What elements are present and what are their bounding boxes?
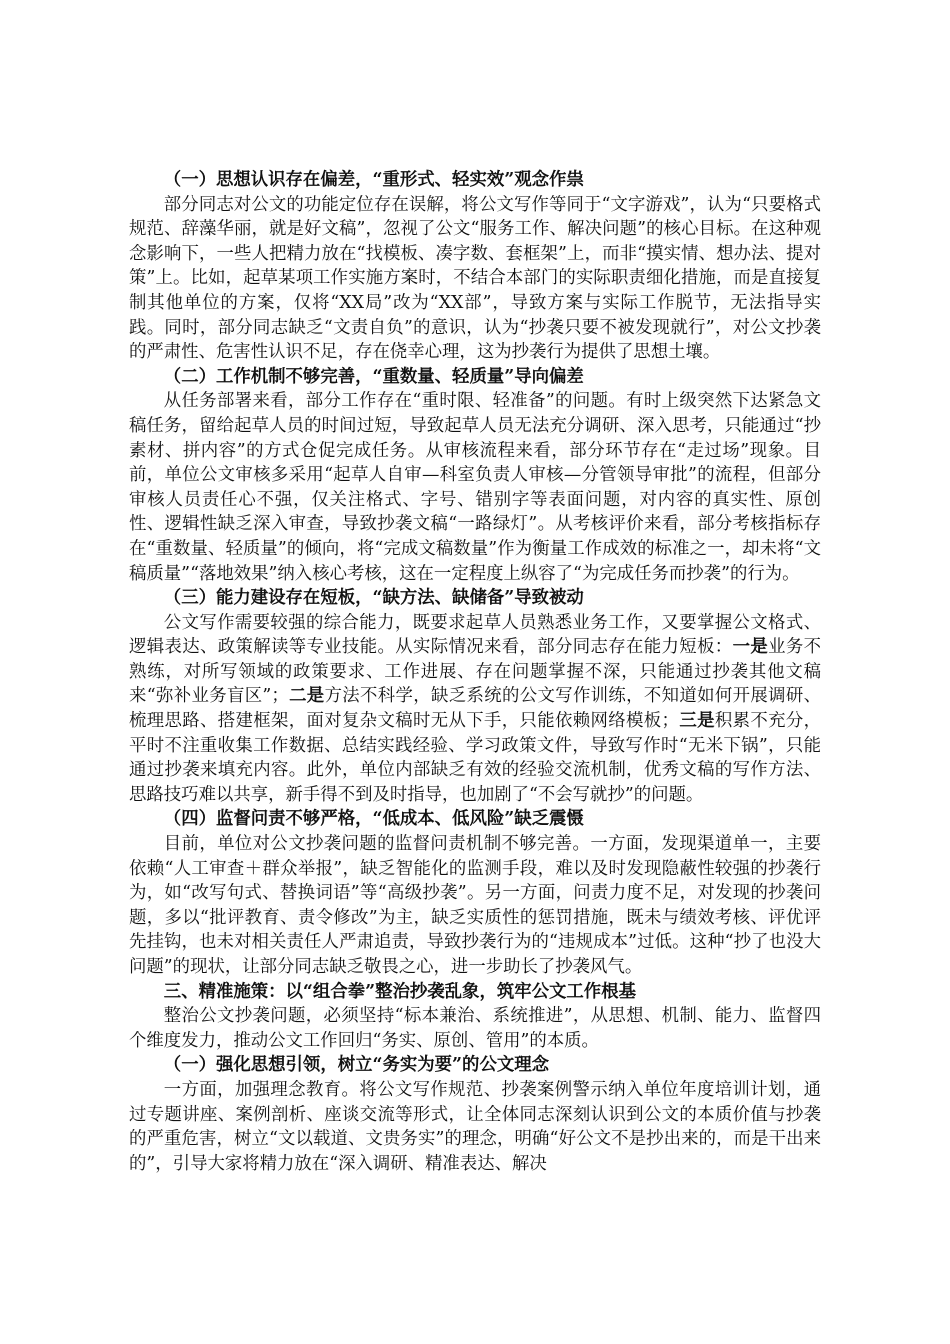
paragraph-3-point-2: 方法不科学，缺乏系统的公文写作训练，不知道如何开展调研、梳理思路、搭建框架，面对复杂文稿时无从下手，只能依赖网络模板； (129, 686, 821, 732)
paragraph-6: 一方面，加强理念教育。将公文写作规范、抄袭案例警示纳入单位年度培训计划，通过专题讲座、案例剖析、座谈交流等形式，让全体同志深刻认识到公文的本质价值与抄袭的严重危害，树立“文以载道、文贵务实”的理念，明确“好公文不是抄出来的，而是干出来的”，引导大家将精力放在“深入调研、精准表达、解决 (129, 1079, 821, 1174)
paragraph-2: 从任务部署来看，部分工作存在“重时限、轻准备”的问题。有时上级突然下达紧急文稿任务，留给起草人员的时间过短，导致起草人员无法充分调研、深入思考，只能通过“抄素材、拼内容”的方式仓促完成任务。从审核流程来看，部分环节存在“走过场”现象。目前，单位公文审核多采用“起草人自审—科室负责人审核—分管领导审批”的流程，但部分审核人员责任心不强，仅关注格式、字号、错别字等表面问题，对内容的真实性、原创性、逻辑性缺乏深入审查，导致抄袭文稿“一路绿灯”。从考核评价来看，部分考核指标存在“重数量、轻质量”的倾向，将“完成文稿数量”作为衡量工作成效的标准之一，却未将“文稿质量”“落地效果”纳入核心考核，这在一定程度上纵容了“为完成任务而抄袭”的行为。 (129, 391, 821, 584)
section-heading-1: （一）思想认识存在偏差，“重形式、轻实效”观念作祟 (163, 170, 584, 190)
paragraph-3-point-1: 业务不熟练，对所写领域的政策要求、工作进展、存在问题掌握不深，只能通过抄袭其他文稿来“弥补业务盲区”； (129, 637, 821, 707)
document-body (129, 168, 821, 1176)
paragraph-3-intro: 公文写作需要较强的综合能力，既要求起草人员熟悉业务工作，又要掌握公文格式、逻辑表达、政策解读等专业技能。从实际情况来看，部分同志存在能力短板： (129, 612, 821, 658)
paragraph-3-point-3: 积累不充分，平时不注重收集工作数据、总结实践经验、学习政策文件，导致写作时“无米下锅”，只能通过抄袭来填充内容。此外，单位内部缺乏有效的经验交流机制，优秀文稿的写作方法、思路技巧难以共享，新手得不到及时指导，也加剧了“不会写就抄”的问题。 (129, 711, 821, 805)
section-heading-4: （四）监督问责不够严格，“低成本、低风险”缺乏震慑 (163, 809, 584, 830)
point-marker-2: 二是 (288, 686, 325, 707)
point-marker-3: 三是 (678, 711, 715, 732)
paragraph-4: 目前，单位对公文抄袭问题的监督问责机制不够完善。一方面，发现渠道单一，主要依赖“人工审查＋群众举报”，缺乏智能化的监测手段，难以及时发现隐蔽性较强的抄袭行为，如“改写句式、替换词语”等“高级抄袭”。另一方面，问责力度不足，对发现的抄袭问题，多以“批评教育、责令修改”为主，缺乏实质性的惩罚措施，既未与绩效考核、评优评先挂钩，也未对相关责任人严肃追责，导致抄袭行为的“违规成本”过低。这种“抄了也没大问题”的现状，让部分同志缺乏敬畏之心，进一步助长了抄袭风气。 (129, 834, 821, 977)
paragraph-5: 整治公文抄袭问题，必须坚持“标本兼治、系统推进”，从思想、机制、能力、监督四个维度发力，推动公文工作回归“务实、原创、管用”的本质。 (129, 1006, 821, 1051)
section-heading-3: （三）能力建设存在短板，“缺方法、缺储备”导致被动 (163, 588, 584, 609)
section-heading-5: （一）强化思想引领，树立“务实为要”的公文理念 (163, 1055, 550, 1076)
point-marker-1: 一是 (732, 637, 769, 658)
paragraph-1: 部分同志对公文的功能定位存在误解，将公文写作等同于“文字游戏”，认为“只要格式规范、辞藻华丽，就是好文稿”，忽视了公文“服务工作、解决问题”的核心目标。在这种观念影响下，一些人把精力放在“找模板、凑字数、套框架”上，而非“摸实情、想办法、提对策”上。比如，起草某项工作实施方案时，不结合本部门的实际职责细化措施，而是直接复制其他单位的方案，仅将“XX局”改为“XX部”，导致方案与实际工作脱节，无法指导实践。同时，部分同志缺乏“文责自负”的意识，认为“抄袭只要不被发现就行”，对公文抄袭的严肃性、危害性认识不足，存在侥幸心理，这为抄袭行为提供了思想土壤。 (129, 194, 821, 363)
chapter-heading-3: 三、精准施策：以“组合拳”整治抄袭乱象，筑牢公文工作根基 (163, 981, 636, 1002)
section-heading-2: （二）工作机制不够完善，“重数量、轻质量”导向偏差 (163, 366, 584, 387)
paragraph-3 (129, 611, 821, 808)
